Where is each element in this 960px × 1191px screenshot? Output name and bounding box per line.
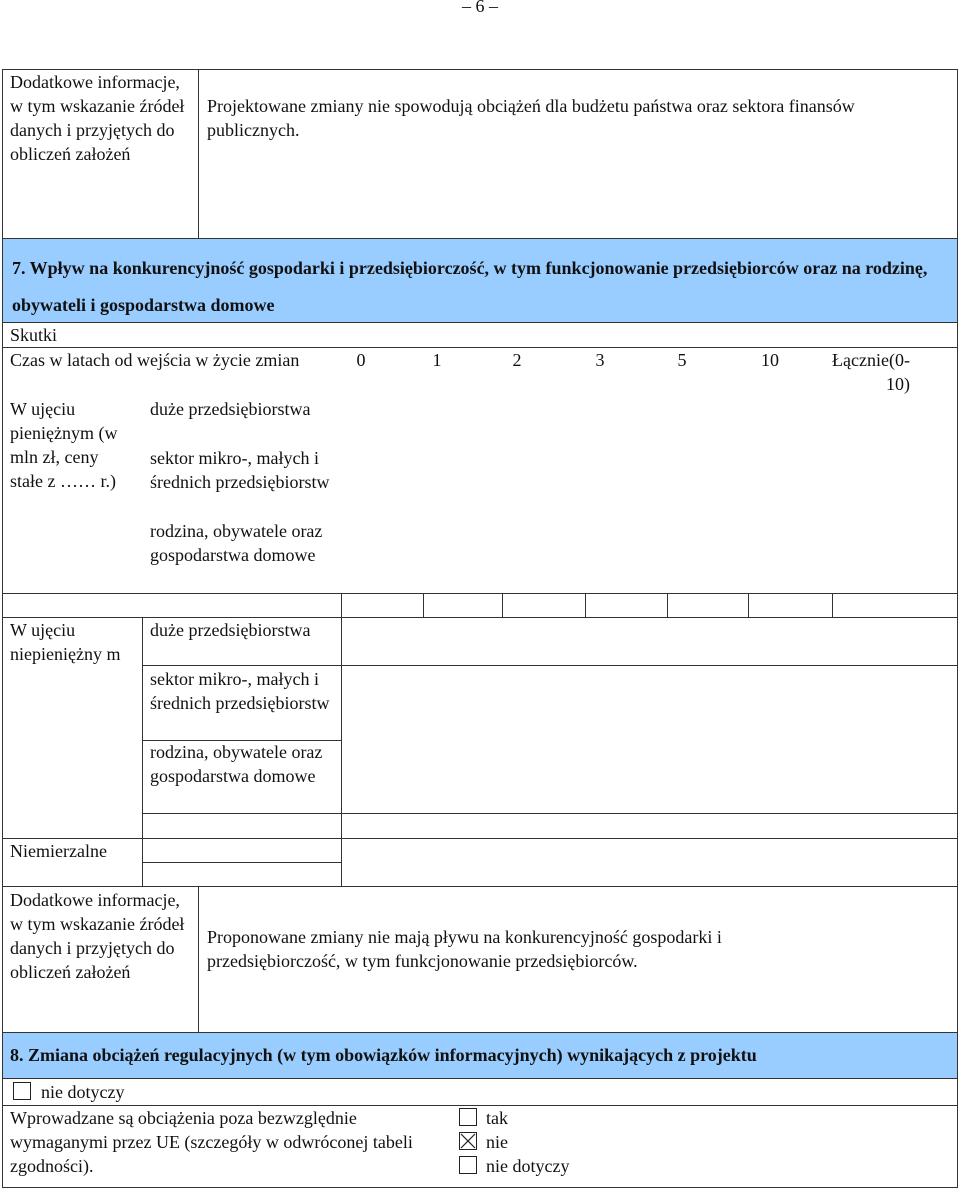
year-header: 5 [677,350,687,370]
year-header: 0 [356,350,366,370]
not-applicable-label: nie dotyczy [41,1082,125,1102]
table-border [2,1187,958,1188]
table-border [341,617,342,886]
unmeasurable-label: Niemierzalne [10,841,107,861]
table-border [198,886,199,1032]
table-border [957,69,958,1188]
table-border [748,593,749,617]
s7-extra-label: Dodatkowe informacje, w tym wskazanie źródeł danych i przyjętych do obliczeń założeń [10,890,185,982]
year-header: 3 [595,350,605,370]
section8-title: 8. Zmiana obciążeń regulacyjnych (w tym obowiązków informacyjnych) wynikających z projektu [10,1045,757,1065]
table-border [2,69,3,1188]
burden-question: Wprowadzane są obciążenia poza bezwzględnie wymaganymi przez UE (szczegóły w odwróconej tabeli zgodności). [10,1108,413,1176]
year-header-total: Łącznie(0-10) [832,350,910,394]
table-border [198,69,199,238]
extra-info-label: Dodatkowe informacje, w tym wskazanie źródeł danych i przyjętych do obliczeń założeń [10,72,185,164]
monetary-cat-large: duże przedsiębiorstwa [150,399,311,419]
table-border [2,1032,958,1033]
table-border [423,593,424,617]
extra-info-text: Projektowane zmiany nie spowodują obciążeń dla budżetu państwa oraz sektora finansów publicznych. [207,96,855,140]
monetary-label: W ujęciu pieniężnym (w mln zł, ceny stałe z …… r.) [10,399,118,491]
option-nie-checkbox[interactable] [459,1132,477,1150]
table-border [341,593,342,617]
nonmonetary-cat-sme: sektor mikro-, małych i średnich przedsiębiorstw [150,669,330,713]
table-border [667,593,668,617]
option-tak-checkbox[interactable] [459,1108,477,1126]
table-border [2,322,958,323]
table-border [2,593,958,594]
table-border [2,238,958,239]
table-border [585,593,586,617]
table-border [832,593,833,617]
nonmonetary-cat-households: rodzina, obywatele oraz gospodarstwa domowe [150,742,323,786]
nonmonetary-label: W ujęciu niepieniężny m [10,620,121,664]
monetary-cat-sme: sektor mikro-, małych i średnich przedsiębiorstw [150,448,330,492]
table-border [142,813,958,814]
table-border [502,593,503,617]
option-nie-dotyczy-checkbox[interactable] [459,1156,477,1174]
year-header: 2 [512,350,522,370]
not-applicable-checkbox[interactable] [13,1082,31,1100]
option-tak-label: tak [486,1108,508,1128]
s7-extra-text: Proponowane zmiany nie mają pływu na konkurencyjność gospodarki i przedsiębiorczość, w tym funkcjonowanie przedsiębiorców. [207,927,722,971]
spacer [2,397,958,398]
table-border [142,617,143,886]
table-border [2,1078,958,1079]
table-border [142,862,342,863]
year-header: 10 [761,350,779,370]
page-number: – 6 – [462,0,498,16]
skutki-label: Skutki [10,325,58,345]
table-border [2,838,958,839]
year-header: 1 [432,350,442,370]
table-border [2,886,958,887]
option-nie-label: nie [486,1132,508,1152]
option-nie-dotyczy-label: nie dotyczy [486,1156,570,1176]
table-border [142,665,958,666]
time-label: Czas w latach od wejścia w życie zmian [10,350,300,370]
section7-title: 7. Wpływ na konkurencyjność gospodarki i przedsiębiorczość, w tym funkcjonowanie przedsiębiorców oraz na rodzinę, obywateli i gospodarstwa domowe [12,258,928,315]
table-border [142,740,342,741]
table-border [2,617,958,618]
nonmonetary-cat-large: duże przedsiębiorstwa [150,620,311,640]
monetary-cat-households: rodzina, obywatele oraz gospodarstwa domowe [150,521,323,565]
